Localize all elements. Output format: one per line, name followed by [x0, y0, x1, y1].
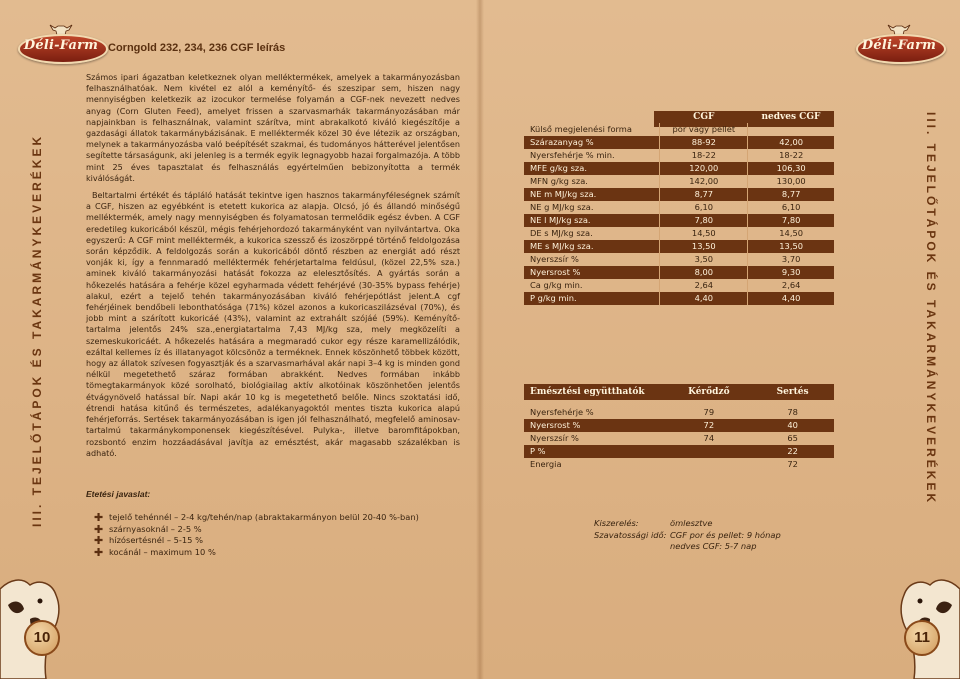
table-row: Energia 72 — [530, 459, 798, 469]
table-header — [524, 110, 660, 123]
list-item: ✚ kocánál – maximum 10 % — [94, 545, 216, 559]
table-header: nedves CGF — [761, 111, 821, 122]
table-row: Nyersrost % 72 40 — [524, 419, 834, 432]
shelf-life-value: CGF por és pellet: 9 hónap — [670, 529, 781, 540]
table-row: P % 22 — [524, 445, 834, 458]
table-row: MFE g/kg sza. 120,00 106,30 — [524, 162, 834, 175]
table-row: Nyersrost % 8,00 9,30 — [524, 266, 834, 279]
paragraph: Számos ipari ágazatban keletkeznek olyan melléktermékek, amelyek a takarmányozásban felhasználhatóak. Nem kivétel ez alól a keményítő- és szeszipar sem, hiszen nagy mennyiségben keletkezik az izocukor termelése folyamán a CGF-nek nevezett nedves anyag (Corn Gluten Feed), amelyet frissen a szarvasmarhák takarmányozásában már napjainkban is felhasználnak, valamint szárítva, mint abrakalkotó kiváló kiegészítője a gazdasági állatok takarmánybázisának. E melléktermék közel 30 éve létezik az országban, melynek a takarmányozásba való beépítését szakmai, és tudományos hátterével jelentősen segítette társaságunk, aki jelenleg is a termék egyik legnagyobb hazai forgalmazója. A több mint 25 éves tapasztalat és felhasználás egyértelműen bebizonyította a termék kiválóságát. — [86, 72, 460, 183]
table-header: Sertés — [751, 384, 834, 400]
table-row: P g/kg min. 4,40 4,40 — [524, 292, 834, 305]
table-header: Kérődző — [666, 384, 751, 400]
feeding-heading: Etetési javaslat: — [86, 489, 151, 499]
table-row: Külső megjelenési forma por vagy pellet — [524, 123, 834, 136]
shelf-life-label: Szavatossági idő: — [594, 529, 667, 540]
list-item: ✚ szárnyasoknál – 2-5 % — [94, 522, 202, 536]
cross-bullet-icon: ✚ — [94, 534, 104, 548]
cross-bullet-icon: ✚ — [94, 545, 104, 559]
table-row: Nyersfehérje % min. 18-22 18-22 — [524, 149, 834, 162]
table-header: Emésztési együtthatók — [524, 384, 666, 400]
table-row: MFN g/kg sza. 142,00 130,00 — [524, 175, 834, 188]
chapter-title: III. TEJELŐTÁPOK ÉS TAKARMÁNYKEVERÉKEK — [30, 133, 44, 527]
shelf-life-value: nedves CGF: 5-7 nap — [670, 541, 757, 552]
chapter-band-right — [920, 112, 942, 532]
cow-illustration-right — [890, 549, 960, 679]
chapter-band-left — [26, 112, 48, 532]
packaging-value: ömlesztve — [670, 518, 713, 528]
logo-text: Déli-Farm — [23, 38, 99, 53]
list-item: ✚ hízósertésnél – 5-15 % — [94, 534, 203, 548]
table-row: Nyerszsír % 3,50 3,70 — [524, 253, 834, 266]
cow-illustration-left — [0, 549, 70, 679]
paragraph: Beltartalmi értékét és tápláló hatását tekintve igen hasznos takarmányféleségnek számít a CGF, hiszen az egyébként is etetett kukorica az alapja. Olcsó, jó és állandó minőségű melléktermék, amely nagy mennyiségben és folyamatosan termelődik egész évben. A CGF eredetileg kukoricából készül, mégis fehérjehordozó takarmányként van nyilvántartva. Oka egyszerű: A CGF mint melléktermék, a kukorica szessző és izoszörppé történő feldolgozása során képződik. A feldolgozás során a kukoricából döntő részben az energiát adó részt vonják ki, így a fennmaradó melléktermék fehérjetartalma feldúsul, (közel 22,5% sza.) aminek kiváló takarmányozási hatását fokozza az elelesztősítés. A gyártás során a hőkezelés hatására a fehérje közel egyharmada védett fehérjévé (30-35% bypass fehérje) alakul, ezért a tejelő tehén takarmányozásában kiváló fehérjepótlást jelent.A cgf fehérjéinek bendőbeli lebonthatósága (71%) közel azonos a kukoricaszilázséval (70%), és jobb mint a szárított kukoricáé (43%), valamint az extrahált szójáé (59%). Keményítő-tartalma jelentős 24% sza.,energiatartalma 7,43 MJ/kg sza, mely megközelíti a szemeskukoricáét. A hőkezelés hatására a megmaradó cukor egy része karamellizálódik, ezáltal kellemes íz és illatanyagot kölcsönöz a terméknek. Ennek köszönhető többek között, hogy az állatok szívesen fogyasztják és a szarvasmarhával akár napi 3–4 kg is minden gond nélkül megetethető száraz formában abrakként. Nedves formában inkább tömegtakarmányok közé sorolható, biológiailag aktív alkotóinak köszönhetően jelentős étvágynövelő hatással bír. Napi akár 10 kg is megetethető belőle. Nincs szoktatási idő, étrendi hatása kitűnő és természetes, adalékanyagoktól mentes tiszta kukorica alapú fehérjeforrás. Sertések takarmányozásában is igen jól felhasználható, megfelelő aminosav-tartalmú takarmánykomponensek kiegészítésével. Pulyka-, illetve baromfitápokban, rozsbontó enzim hozzáadásával javítja az emésztést, akár magasabb százalékban is adható. — [86, 190, 460, 458]
storage-info — [594, 518, 781, 553]
nutrition-table — [524, 110, 834, 305]
table-row: NE m MJ/kg sza. 8,77 8,77 — [524, 188, 834, 201]
chapter-title: III. TEJELŐTÁPOK ÉS TAKARMÁNYKEVERÉKEK — [924, 112, 938, 506]
table-row: Ca g/kg min. 2,64 2,64 — [524, 279, 834, 292]
page-title: Corngold 232, 234, 236 CGF leírás — [108, 42, 286, 54]
page-spine — [476, 0, 484, 679]
cross-bullet-icon: ✚ — [94, 511, 104, 524]
article-body — [86, 72, 460, 465]
list-item: ✚ tejelő tehénnél – 2-4 kg/tehén/nap (abraktakarmányon belül 20-40 %-ban) — [94, 511, 419, 524]
deli-farm-logo-left — [18, 22, 104, 62]
table-row: Nyerszsír % 74 65 — [530, 433, 798, 443]
logo-text: Déli-Farm — [861, 38, 937, 53]
table-row: NE g MJ/kg sza. 6,10 6,10 — [524, 201, 834, 214]
right-page — [480, 0, 960, 679]
feeding-list — [94, 512, 419, 558]
table-row: Szárazanyag % 88-92 42,00 — [524, 136, 834, 149]
table-row: ME s MJ/kg sza. 13,50 13,50 — [524, 240, 834, 253]
table-row: NE l MJ/kg sza. 7,80 7,80 — [524, 214, 834, 227]
page-number-right: 11 — [904, 620, 940, 656]
packaging-label: Kiszerelés: — [594, 518, 639, 528]
table-row: Nyersfehérje % 79 78 — [530, 407, 798, 417]
table-header: CGF — [693, 111, 715, 122]
cross-bullet-icon: ✚ — [94, 522, 104, 536]
page-number-left: 10 — [24, 620, 60, 656]
digestibility-table — [524, 384, 834, 471]
table-row: DE s MJ/kg sza. 14,50 14,50 — [524, 227, 834, 240]
deli-farm-logo-right — [856, 22, 942, 62]
